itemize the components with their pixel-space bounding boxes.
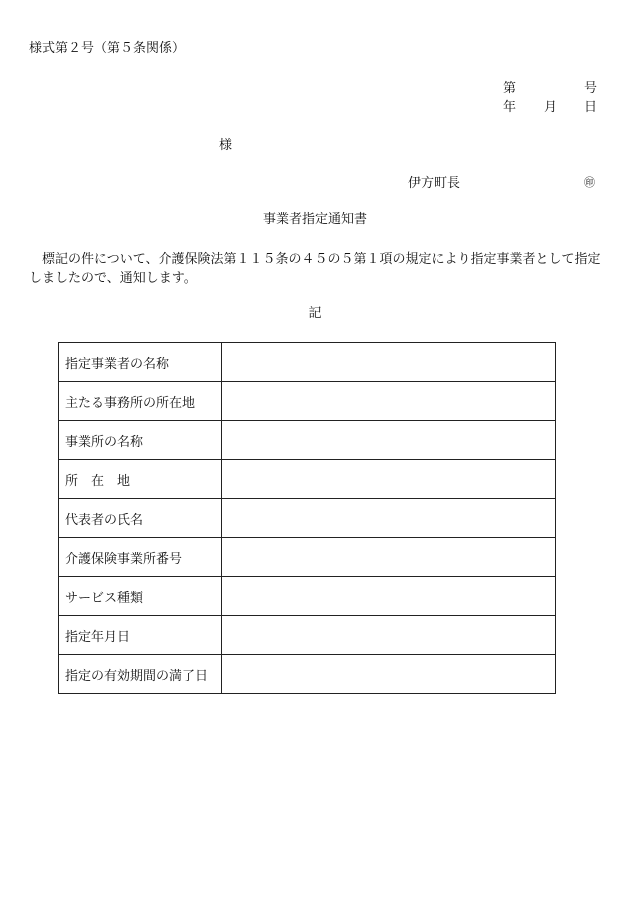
- ki-label: 記: [308, 306, 322, 321]
- seal-mark: ㊞: [584, 176, 595, 189]
- table-row: [59, 538, 556, 577]
- body-paragraph: 標記の件について、介護保険法第１１５条の４５の５第１項の規定により指定事業者として指定しましたので、通知します。: [29, 252, 601, 286]
- row-value: [222, 421, 556, 460]
- row-value: [222, 538, 556, 577]
- table-row: [59, 655, 556, 694]
- row-label: 指定事業者の名称: [59, 343, 222, 382]
- table-row: [59, 616, 556, 655]
- row-label: 事業所の名称: [59, 421, 222, 460]
- document-number-prefix: 第: [503, 81, 517, 96]
- table-row: [59, 499, 556, 538]
- row-label: 介護保険事業所番号: [59, 538, 222, 577]
- row-label: 指定年月日: [59, 616, 222, 655]
- row-value: [222, 577, 556, 616]
- row-label: 主たる事務所の所在地: [59, 382, 222, 421]
- row-label: 指定の有効期間の満了日: [59, 655, 222, 694]
- addressee-suffix: 様: [219, 138, 233, 153]
- date-day-label: 日: [584, 100, 598, 115]
- row-label: 代表者の氏名: [59, 499, 222, 538]
- row-label: 所 在 地: [59, 460, 222, 499]
- table-row: [59, 577, 556, 616]
- row-value: [222, 460, 556, 499]
- form-number: 様式第２号（第５条関係）: [29, 41, 186, 56]
- table-row: [59, 460, 556, 499]
- row-value: [222, 616, 556, 655]
- row-label: サービス種類: [59, 577, 222, 616]
- table-row: [59, 382, 556, 421]
- issuer-name: 伊方町長: [408, 176, 461, 191]
- row-value: [222, 382, 556, 421]
- document-number-suffix: 号: [584, 81, 598, 96]
- date-month-label: 月: [544, 100, 558, 115]
- table-row: [59, 343, 556, 382]
- table-row: [59, 421, 556, 460]
- row-value: [222, 499, 556, 538]
- designation-info-table: [58, 342, 556, 694]
- row-value: [222, 343, 556, 382]
- date-year-label: 年: [503, 100, 517, 115]
- row-value: [222, 655, 556, 694]
- document-title: 事業者指定通知書: [262, 212, 367, 227]
